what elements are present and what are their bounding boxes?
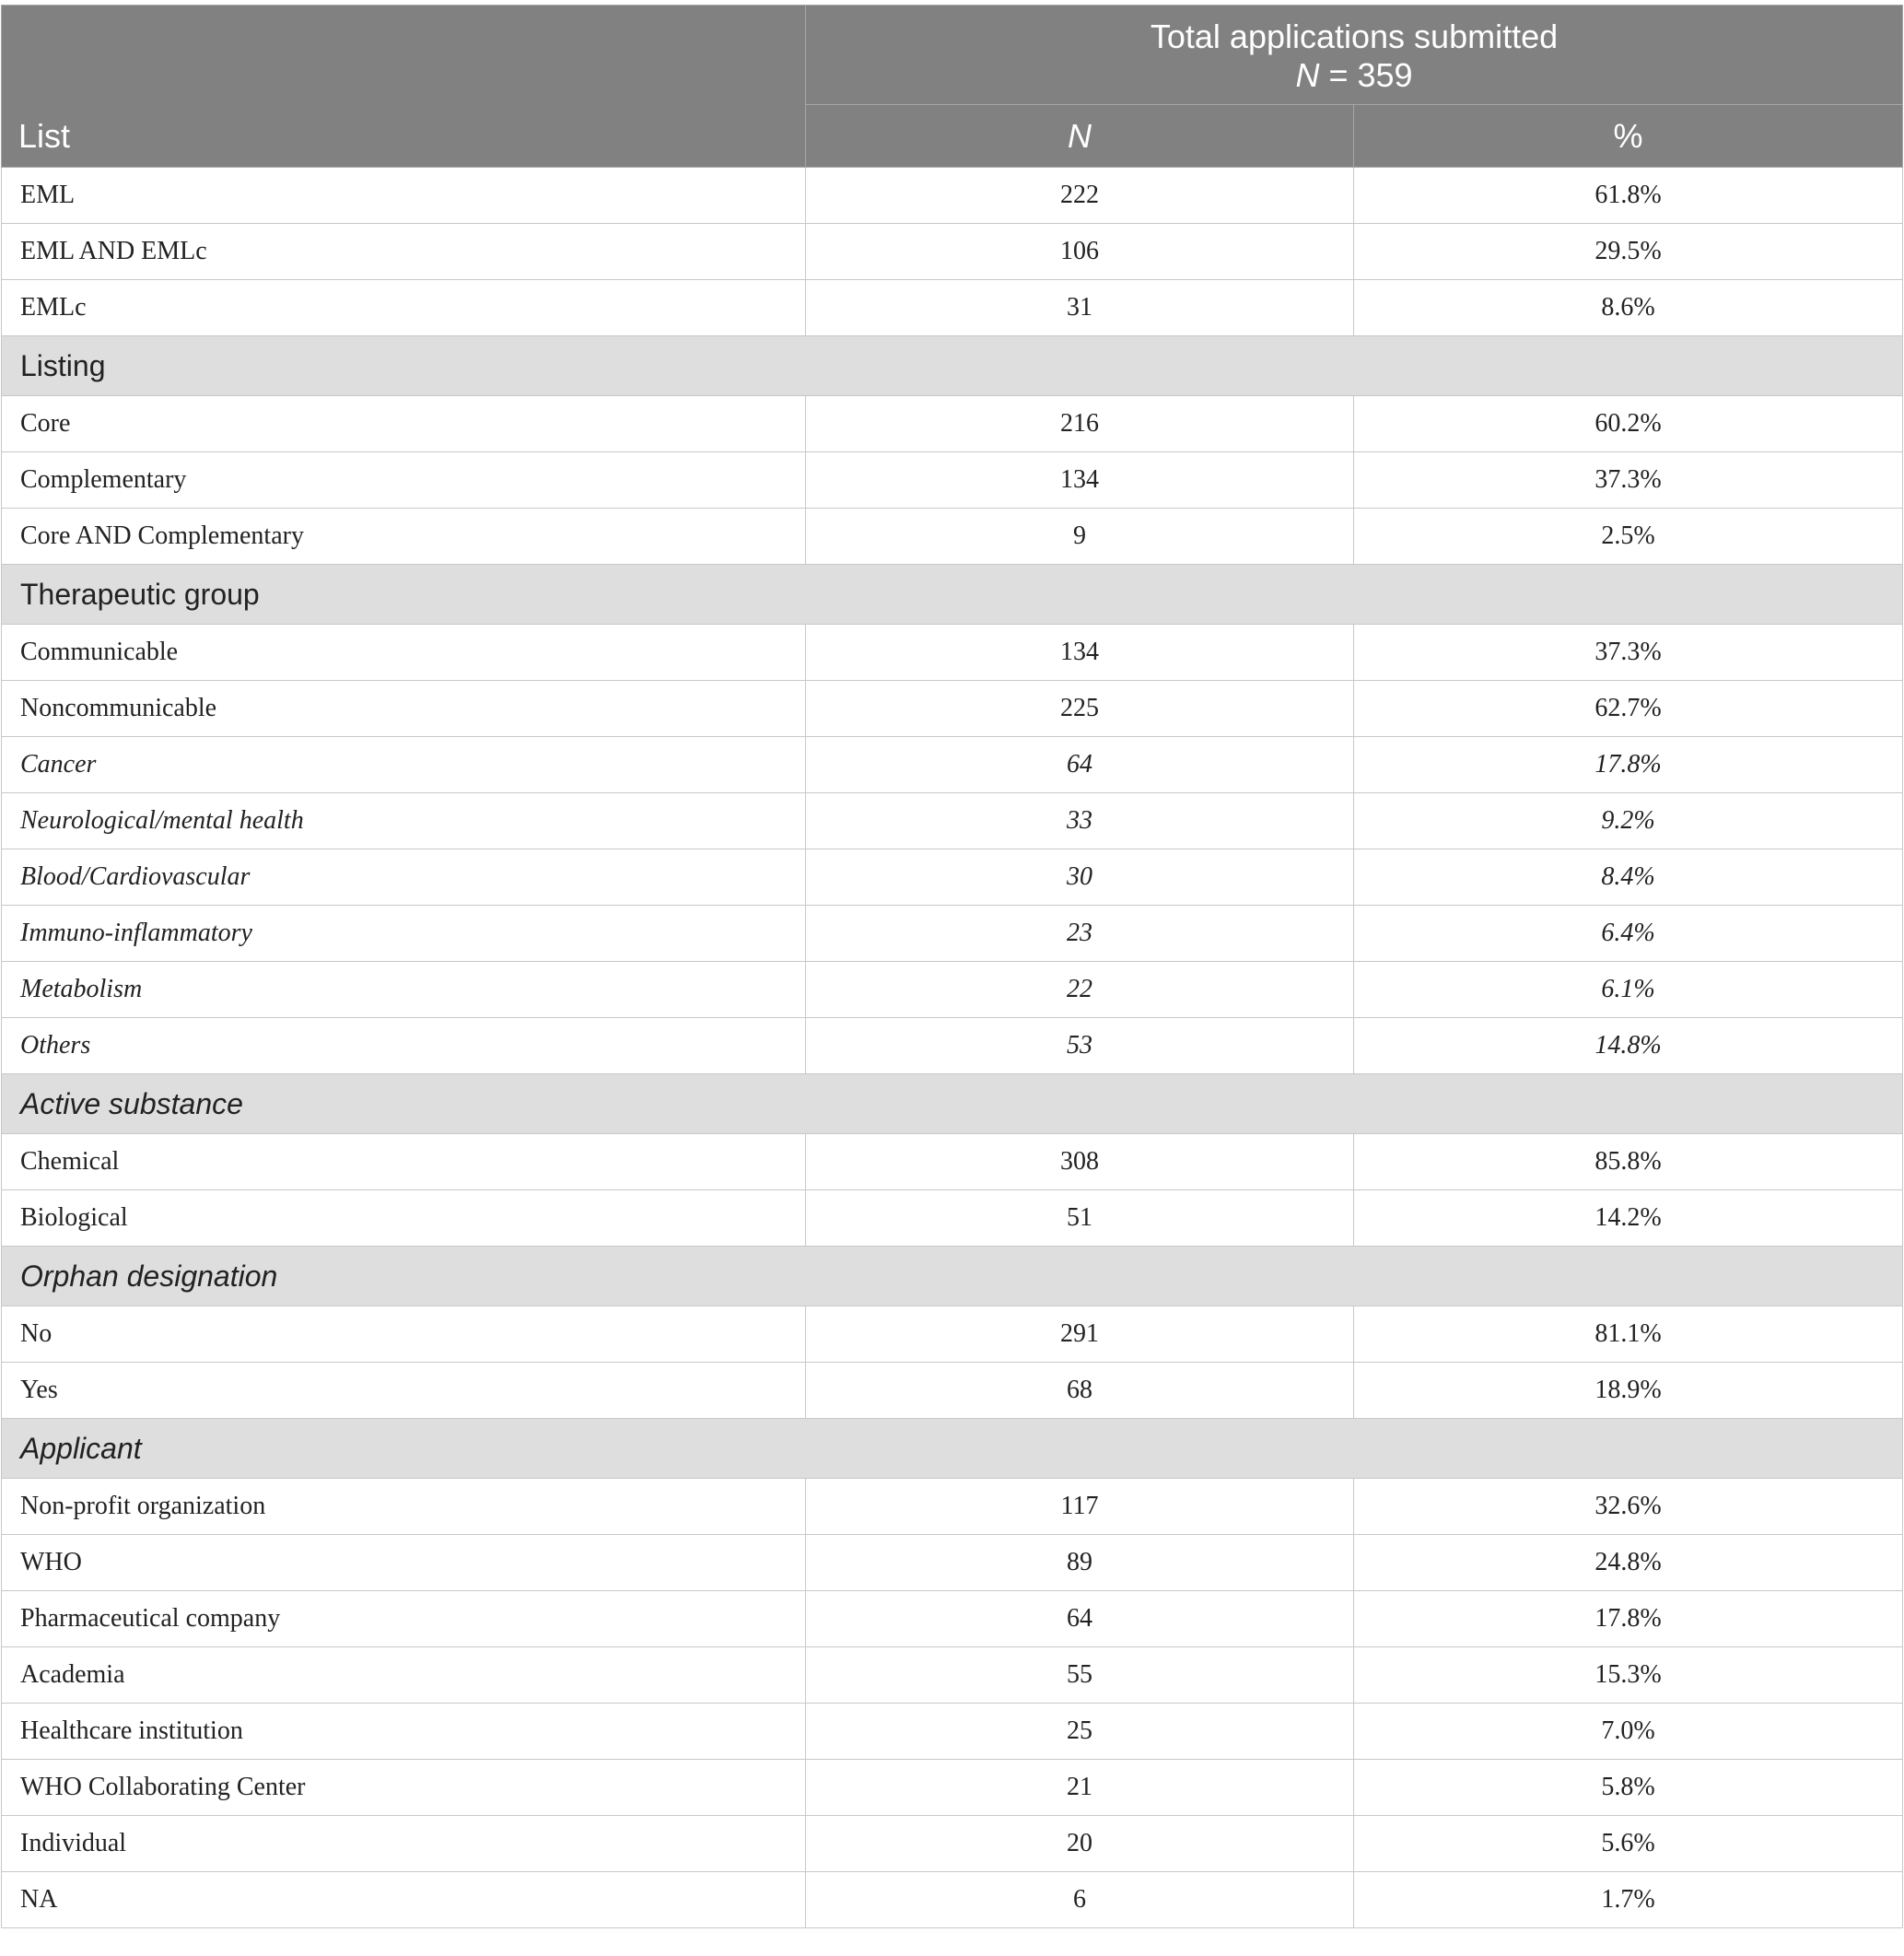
section-title: Orphan designation <box>2 1247 1903 1306</box>
table-row <box>2 1591 1903 1647</box>
row-n: 6 <box>806 1872 1354 1928</box>
row-n: 33 <box>806 793 1354 849</box>
row-pct: 62.7% <box>1354 681 1903 737</box>
row-n: 64 <box>806 1591 1354 1647</box>
section-row-orphan-designation <box>2 1247 1903 1306</box>
list-column-header: List <box>2 6 806 168</box>
row-n: 68 <box>806 1363 1354 1419</box>
row-n: 25 <box>806 1704 1354 1760</box>
section-title: Active substance <box>2 1074 1903 1134</box>
table-row <box>2 224 1903 280</box>
row-pct: 15.3% <box>1354 1647 1903 1704</box>
table-row <box>2 1647 1903 1704</box>
n-total-value: = 359 <box>1319 55 1413 94</box>
total-applications-title: Total applications submitted <box>1150 17 1559 55</box>
row-n: 51 <box>806 1190 1354 1247</box>
table-subrow <box>2 849 1903 906</box>
row-n: 53 <box>806 1018 1354 1074</box>
row-pct: 37.3% <box>1354 452 1903 509</box>
section-row-listing <box>2 336 1903 396</box>
table-row <box>2 681 1903 737</box>
row-n: 291 <box>806 1306 1354 1363</box>
row-n: 106 <box>806 224 1354 280</box>
row-label: Noncommunicable <box>2 681 806 737</box>
row-pct: 17.8% <box>1354 1591 1903 1647</box>
table-row <box>2 1872 1903 1928</box>
table-row <box>2 396 1903 452</box>
table-header <box>2 6 1903 168</box>
table-row <box>2 1704 1903 1760</box>
row-pct: 9.2% <box>1354 793 1903 849</box>
row-label: Pharmaceutical company <box>2 1591 806 1647</box>
table-row <box>2 509 1903 565</box>
table-subrow <box>2 906 1903 962</box>
row-label: Non-profit organization <box>2 1479 806 1535</box>
applications-table <box>1 5 1903 1928</box>
row-label: Complementary <box>2 452 806 509</box>
total-applications-header <box>806 6 1903 105</box>
row-n: 117 <box>806 1479 1354 1535</box>
section-row-therapeutic-group <box>2 565 1903 625</box>
row-label: Biological <box>2 1190 806 1247</box>
row-label: Cancer <box>2 737 806 793</box>
row-pct: 14.2% <box>1354 1190 1903 1247</box>
row-n: 308 <box>806 1134 1354 1190</box>
row-pct: 2.5% <box>1354 509 1903 565</box>
table-row <box>2 1816 1903 1872</box>
row-label: WHO Collaborating Center <box>2 1760 806 1816</box>
percent-column-header: % <box>1354 105 1903 168</box>
n-column-header: N <box>806 105 1354 168</box>
row-label: Immuno-inflammatory <box>2 906 806 962</box>
row-pct: 5.6% <box>1354 1816 1903 1872</box>
row-pct: 32.6% <box>1354 1479 1903 1535</box>
table-row <box>2 625 1903 681</box>
row-pct: 14.8% <box>1354 1018 1903 1074</box>
row-pct: 6.4% <box>1354 906 1903 962</box>
row-label: Academia <box>2 1647 806 1704</box>
table-row <box>2 280 1903 336</box>
table-row <box>2 452 1903 509</box>
row-pct: 60.2% <box>1354 396 1903 452</box>
table-body <box>2 168 1903 1928</box>
row-n: 216 <box>806 396 1354 452</box>
row-pct: 8.4% <box>1354 849 1903 906</box>
row-pct: 85.8% <box>1354 1134 1903 1190</box>
row-n: 89 <box>806 1535 1354 1591</box>
row-n: 225 <box>806 681 1354 737</box>
row-label: EMLc <box>2 280 806 336</box>
table-row <box>2 1363 1903 1419</box>
section-row-active-substance <box>2 1074 1903 1134</box>
row-n: 31 <box>806 280 1354 336</box>
table-subrow <box>2 1018 1903 1074</box>
row-label: Metabolism <box>2 962 806 1018</box>
row-label: No <box>2 1306 806 1363</box>
row-pct: 1.7% <box>1354 1872 1903 1928</box>
row-n: 64 <box>806 737 1354 793</box>
row-n: 134 <box>806 452 1354 509</box>
row-pct: 24.8% <box>1354 1535 1903 1591</box>
table-row <box>2 1190 1903 1247</box>
table-row <box>2 1760 1903 1816</box>
row-label: Healthcare institution <box>2 1704 806 1760</box>
row-pct: 61.8% <box>1354 168 1903 224</box>
row-label: NA <box>2 1872 806 1928</box>
row-pct: 17.8% <box>1354 737 1903 793</box>
row-label: Communicable <box>2 625 806 681</box>
row-pct: 6.1% <box>1354 962 1903 1018</box>
table-row <box>2 168 1903 224</box>
row-pct: 5.8% <box>1354 1760 1903 1816</box>
row-label: Others <box>2 1018 806 1074</box>
row-label: EML <box>2 168 806 224</box>
row-label: EML AND EMLc <box>2 224 806 280</box>
row-pct: 18.9% <box>1354 1363 1903 1419</box>
row-n: 21 <box>806 1760 1354 1816</box>
row-pct: 7.0% <box>1354 1704 1903 1760</box>
row-n: 222 <box>806 168 1354 224</box>
table-subrow <box>2 737 1903 793</box>
row-n: 23 <box>806 906 1354 962</box>
row-pct: 29.5% <box>1354 224 1903 280</box>
row-label: Yes <box>2 1363 806 1419</box>
row-label: Blood/Cardiovascular <box>2 849 806 906</box>
table-subrow <box>2 793 1903 849</box>
table-subrow <box>2 962 1903 1018</box>
row-label: Core <box>2 396 806 452</box>
row-label: Individual <box>2 1816 806 1872</box>
row-label: WHO <box>2 1535 806 1591</box>
table-row <box>2 1535 1903 1591</box>
row-pct: 81.1% <box>1354 1306 1903 1363</box>
table-row <box>2 1306 1903 1363</box>
row-label: Core AND Complementary <box>2 509 806 565</box>
row-n: 30 <box>806 849 1354 906</box>
row-n: 9 <box>806 509 1354 565</box>
row-n: 55 <box>806 1647 1354 1704</box>
row-pct: 37.3% <box>1354 625 1903 681</box>
section-row-applicant <box>2 1419 1903 1479</box>
row-pct: 8.6% <box>1354 280 1903 336</box>
row-n: 20 <box>806 1816 1354 1872</box>
section-title: Listing <box>2 336 1903 396</box>
n-symbol: N <box>1295 55 1320 94</box>
row-n: 22 <box>806 962 1354 1018</box>
row-n: 134 <box>806 625 1354 681</box>
section-title: Therapeutic group <box>2 565 1903 625</box>
row-label: Chemical <box>2 1134 806 1190</box>
section-title: Applicant <box>2 1419 1903 1479</box>
table-row <box>2 1134 1903 1190</box>
table-row <box>2 1479 1903 1535</box>
row-label: Neurological/mental health <box>2 793 806 849</box>
